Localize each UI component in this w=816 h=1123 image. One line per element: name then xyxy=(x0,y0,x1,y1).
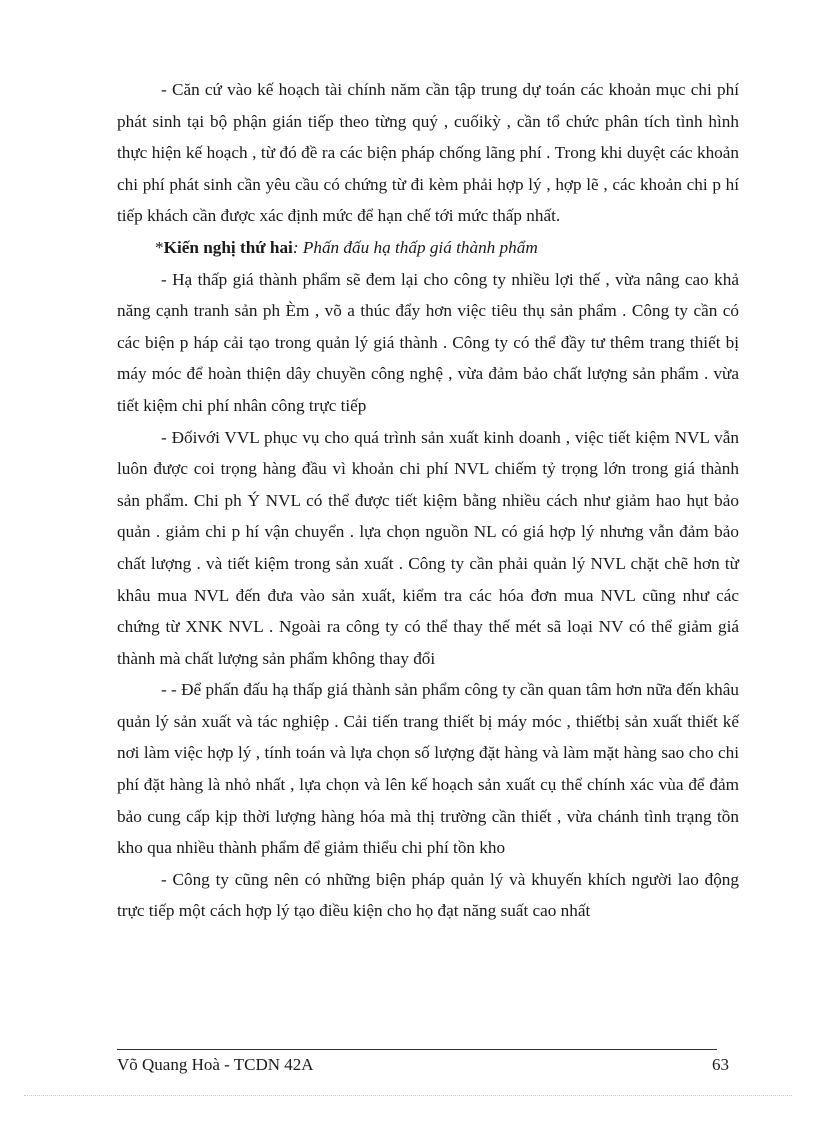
paragraph-material-savings: - Đốivới VVL phục vụ cho quá trình sản xuất kinh doanh , việc tiết kiệm NVL vẫn luôn được coi trọng hàng đầu vì khoản chi phí NVL chiếm tỷ trọng lớn trong giá thành sản phẩm. Chi ph Ý NVL có thể được tiết kiệm bằng nhiều cách như giảm hao hụt bảo quản . giảm chi p hí vận chuyển . lựa chọn nguồn NL có giá hợp lý nhưng vẫn đảm bảo chất lượng . và tiết kiệm trong sản xuất . Công ty cần phải quản lý NVL chặt chẽ hơn từ khâu mua NVL đến đưa vào sản xuất, kiểm tra các hóa đơn mua NVL cũng như các chứng từ XNK NVL . Ngoài ra công ty có thể thay thế mét sã loại NV có thể giảm giá thành mà chất lượng sản phẩm không thay đổi xyxy=(117,427,739,668)
page-edge-dotted-line xyxy=(24,1095,792,1096)
document-body xyxy=(117,74,739,927)
paragraph-lower-cost: - Hạ thấp giá thành phẩm sẽ đem lại cho công ty nhiều lợi thế , vừa nâng cao khả năng cạnh tranh sản ph Èm , võ a thúc đẩy hơn việc tiêu thụ sản phẩm . Công ty cần có các biện p háp cải tạo trong quản lý giá thành . Công ty có thể đầy tư thêm trang thiết bị máy móc để hoàn thiện dây chuyền công nghệ , vừa đảm bảo chất lượng sản phẩm . vừa tiết kiệm chi phí nhân công trực tiếp xyxy=(117,269,739,415)
footer-divider xyxy=(117,1049,717,1050)
paragraph-labor-incentives: - Công ty cũng nên có những biện pháp quản lý và khuyến khích người lao động trực tiếp một cách hợp lý tạo điều kiện cho họ đạt năng suất cao nhất xyxy=(117,869,739,921)
paragraph-budget-control: - Căn cứ vào kế hoạch tài chính năm cần tập trung dự toán các khoản mục chi phí phát sinh tại bộ phận gián tiếp theo từng quý , cuốikỳ , cần tổ chức phân tích tình hình thực hiện kế hoạch , từ đó đề ra các biện pháp chống lãng phí . Trong khi duyệt các khoản chi phí phát sinh cần yêu cầu có chứng từ đi kèm phải hợp lý , hợp lẽ , các khoản chi p hí tiếp khách cần được xác định mức để hạn chế tới mức thấp nhất. xyxy=(117,80,739,226)
heading-bold-label: Kiến nghị thứ hai xyxy=(163,237,293,257)
recommendation-heading xyxy=(117,232,739,264)
heading-italic-title: : Phấn đấu hạ thấp giá thành phẩm xyxy=(292,237,538,257)
footer-author: Võ Quang Hoà - TCDN 42A xyxy=(117,1055,314,1074)
heading-prefix: * xyxy=(155,237,164,257)
page-number: 63 xyxy=(712,1055,729,1074)
paragraph-production-management: - - Để phấn đấu hạ thấp giá thành sản phẩm công ty cần quan tâm hơn nữa đến khâu quản lý sản xuất và tác nghiệp . Cải tiến trang thiết bị máy móc , thiếtbị sản xuất thiết kế nơi làm việc hợp lý , tính toán và lựa chọn số lượng đặt hàng và làm mặt hàng sao cho chi phí đặt hàng là nhỏ nhất , lựa chọn và lên kế hoạch sản xuất cụ thể chính xác vùa để đảm bảo cung cấp kịp thời lượng hàng hóa mà thị trường cần thiết , vừa chánh tình trạng tồn kho qua nhiều thành phẩm để giảm thiểu chi phí tồn kho xyxy=(117,680,739,858)
